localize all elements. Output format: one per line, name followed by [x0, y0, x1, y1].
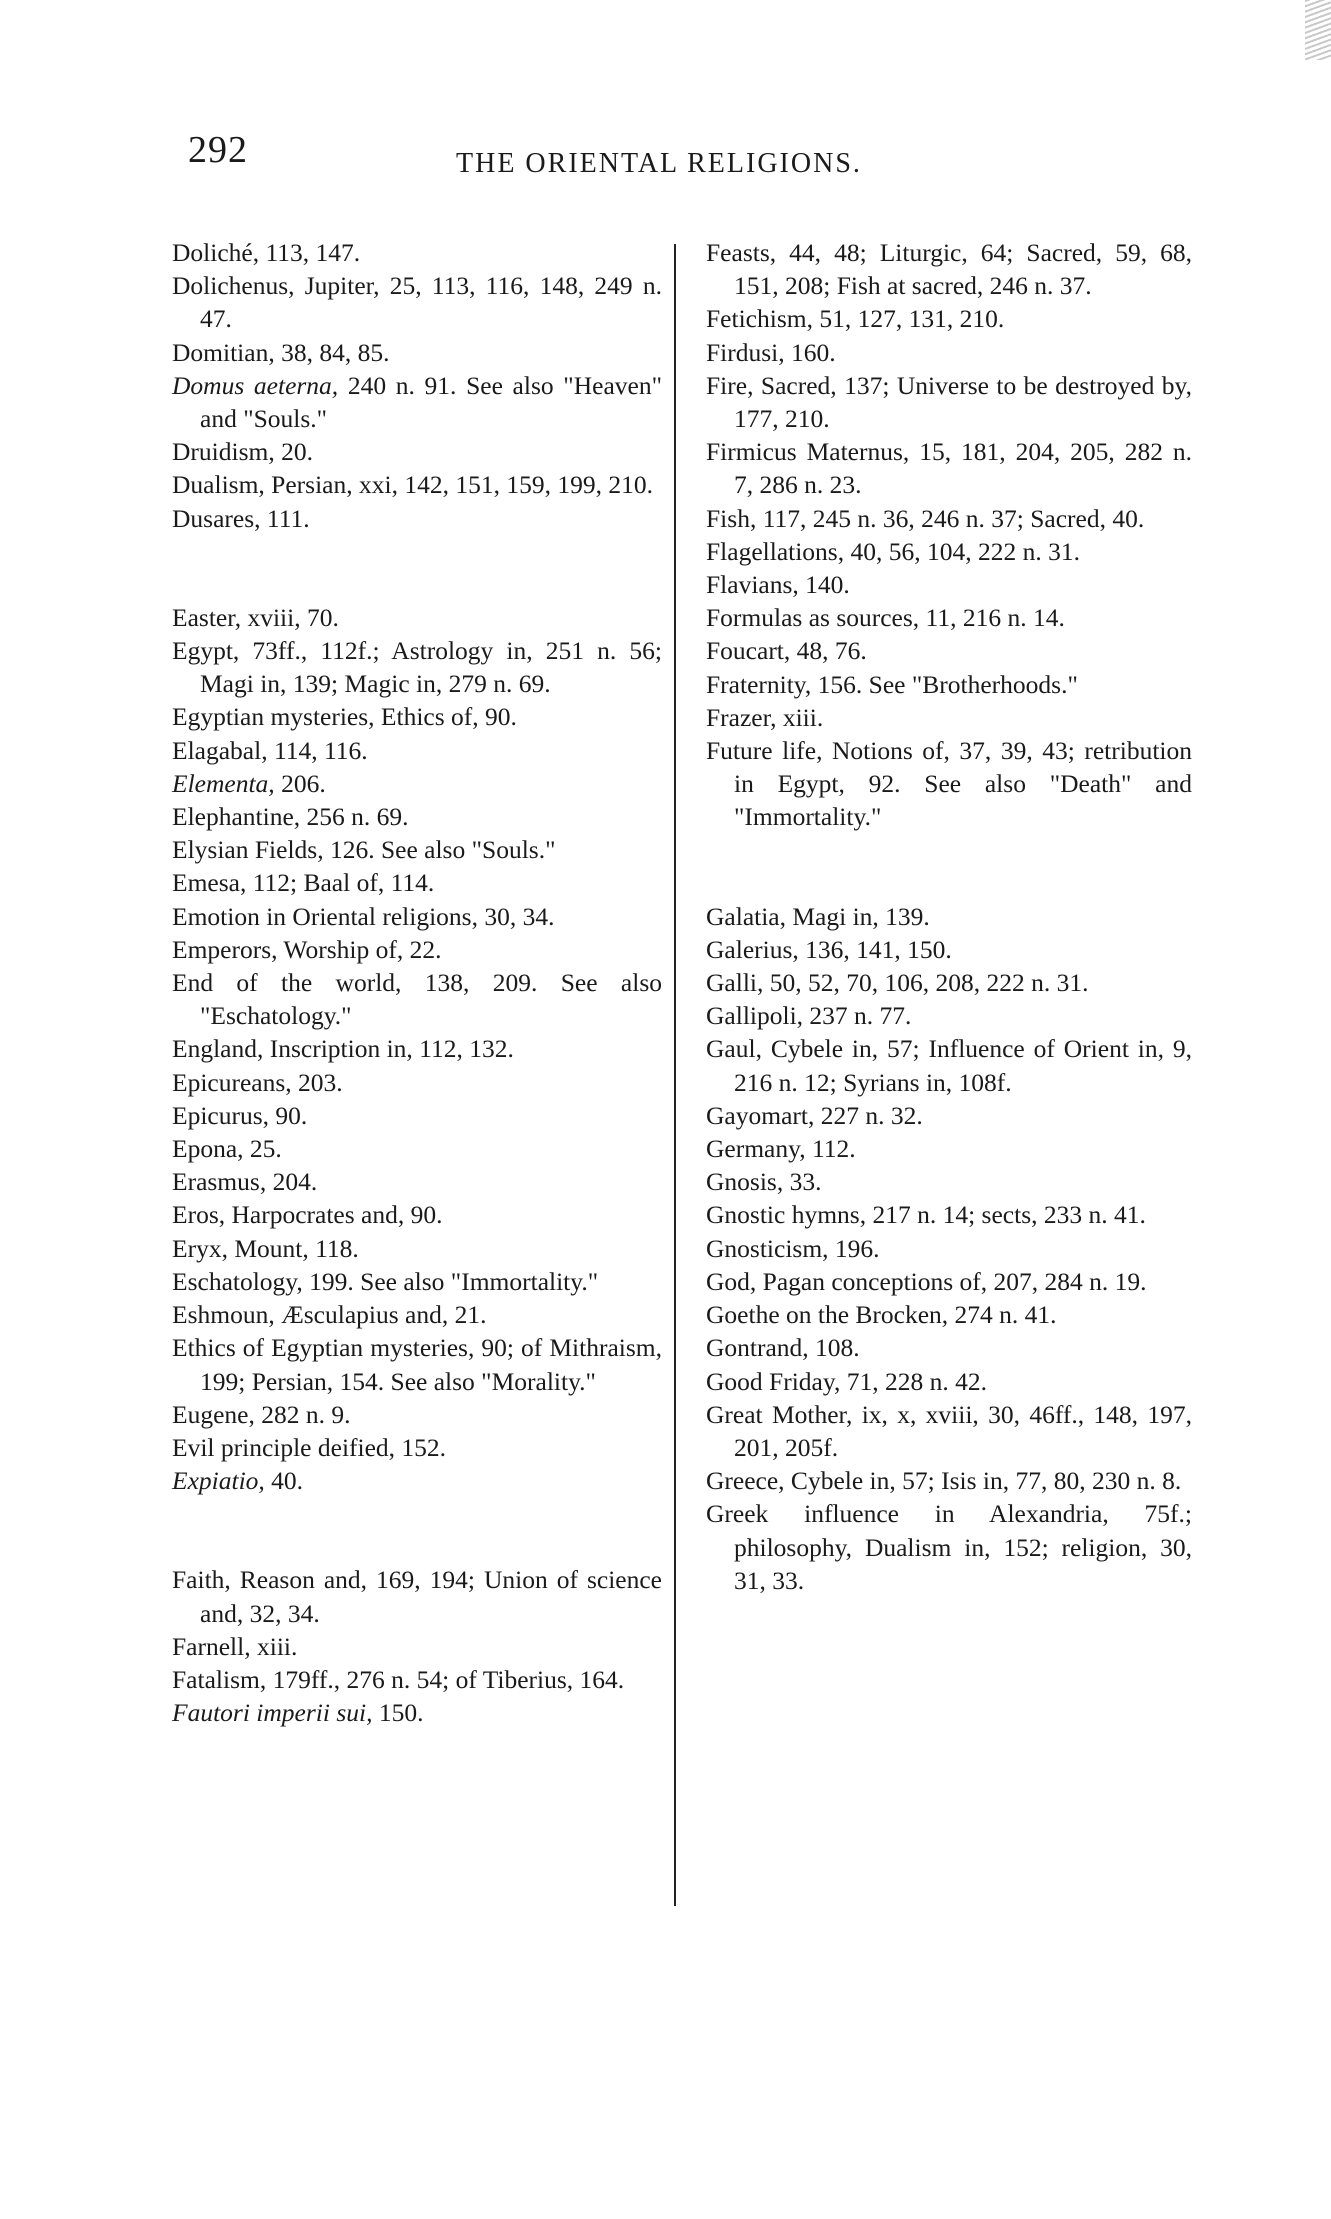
- index-entry-text: Flavians, 140.: [706, 570, 850, 600]
- section-gap: [706, 834, 1192, 900]
- index-entry-text: Ethics of Egyptian mysteries, 90; of Mithraism, 199; Persian, 154. See also "Morality.": [172, 1333, 662, 1396]
- index-entry-text: Fish, 117, 245 n. 36, 246 n. 37; Sacred, 40.: [706, 503, 1145, 533]
- index-entry-text: Foucart, 48, 76.: [706, 636, 867, 666]
- index-entry-text: Gnostic hymns, 217 n. 14; sects, 233 n. 41.: [706, 1200, 1146, 1230]
- index-entry-text: Doliché, 113, 147.: [172, 238, 361, 267]
- index-entry: [706, 1365, 1192, 1398]
- index-entry-text: Emperors, Worship of, 22.: [172, 934, 442, 964]
- index-entry: [706, 1132, 1192, 1165]
- index-entry: [706, 734, 1192, 834]
- index-entry: [172, 236, 662, 269]
- index-entry-text: Formulas as sources, 11, 216 n. 14.: [706, 603, 1065, 633]
- page-edge-shadow: [1305, 0, 1331, 60]
- index-entry: [172, 800, 662, 833]
- index-entry-text: Eros, Harpocrates and, 90.: [172, 1200, 443, 1230]
- index-entry: [172, 1663, 662, 1696]
- index-entry-text: Firmicus Maternus, 15, 181, 204, 205, 282 n. 7, 286 n. 23.: [706, 437, 1192, 500]
- index-column-left: [172, 236, 662, 1729]
- index-entry: [706, 302, 1192, 335]
- index-entry-text: Galli, 50, 52, 70, 106, 208, 222 n. 31.: [706, 968, 1089, 998]
- index-entry-text: Germany, 112.: [706, 1134, 856, 1164]
- index-entry-text: Egypt, 73ff., 112f.; Astrology in, 251 n. 56; Magi in, 139; Magic in, 279 n. 69.: [172, 636, 662, 699]
- index-entry: [706, 236, 1192, 302]
- index-entry: [706, 369, 1192, 435]
- section-gap: [172, 535, 662, 601]
- index-entry-text: Fatalism, 179ff., 276 n. 54; of Tiberius, 164.: [172, 1664, 625, 1694]
- index-entry: [172, 1331, 662, 1397]
- index-entry: [706, 1032, 1192, 1098]
- index-entry: [706, 900, 1192, 933]
- index-entry-text: Greek influence in Alexandria, 75f.; philosophy, Dualism in, 152; religion, 30, 31, 33.: [706, 1499, 1192, 1595]
- index-entry-text: Epona, 25.: [172, 1134, 282, 1164]
- index-entry-text: Gaul, Cybele in, 57; Influence of Orient in, 9, 216 n. 12; Syrians in, 108f.: [706, 1034, 1192, 1097]
- index-entry-text: Druidism, 20.: [172, 437, 313, 467]
- index-entry: [172, 1431, 662, 1464]
- index-entry: [172, 1563, 662, 1629]
- index-entry-text: Faith, Reason and, 169, 194; Union of science and, 32, 34.: [172, 1565, 662, 1628]
- index-entry-text: Gnosis, 33.: [706, 1167, 822, 1197]
- index-entry-text: Eshmoun, Æsculapius and, 21.: [172, 1300, 487, 1330]
- index-entry: [172, 1298, 662, 1331]
- column-divider: [674, 244, 676, 1906]
- index-entry-text: Firdusi, 160.: [706, 337, 836, 367]
- index-entry: [706, 1331, 1192, 1364]
- index-entry-text: Emotion in Oriental religions, 30, 34.: [172, 901, 555, 931]
- index-entry-text: Gallipoli, 237 n. 77.: [706, 1001, 912, 1031]
- index-entry-text: Eugene, 282 n. 9.: [172, 1399, 351, 1429]
- index-entry-text: End of the world, 138, 209. See also "Eschatology.": [172, 968, 662, 1031]
- index-entry-text: Goethe on the Brocken, 274 n. 41.: [706, 1300, 1057, 1330]
- index-entry-text: Epicurus, 90.: [172, 1100, 308, 1130]
- index-entry-text: Epicureans, 203.: [172, 1067, 343, 1097]
- index-entry: [706, 668, 1192, 701]
- index-entry: [706, 999, 1192, 1032]
- index-entry-text: Eryx, Mount, 118.: [172, 1233, 359, 1263]
- index-entry: [706, 568, 1192, 601]
- index-entry-text: Egyptian mysteries, Ethics of, 90.: [172, 702, 517, 732]
- index-entry-text: Gayomart, 227 n. 32.: [706, 1100, 923, 1130]
- index-entry-text: Great Mother, ix, x, xviii, 30, 46ff., 148, 197, 201, 205f.: [706, 1399, 1192, 1462]
- index-entry-italic-term: Domus aeterna,: [172, 370, 339, 400]
- index-entry-text: Domitian, 38, 84, 85.: [172, 337, 390, 367]
- index-entry: [706, 1198, 1192, 1231]
- index-entry-text: 150.: [372, 1698, 424, 1728]
- index-entry: [172, 269, 662, 335]
- index-entry: [172, 900, 662, 933]
- index-entry-text: 206.: [274, 768, 326, 798]
- index-entry: [706, 966, 1192, 999]
- page-number: 292: [188, 129, 248, 171]
- index-entry: [172, 734, 662, 767]
- index-entry-text: Farnell, xiii.: [172, 1631, 298, 1661]
- index-entry-text: Eschatology, 199. See also "Immortality.": [172, 1266, 599, 1296]
- index-entry: [706, 1398, 1192, 1464]
- index-entry: [172, 1066, 662, 1099]
- index-column-right: [706, 236, 1192, 1597]
- index-entry: [706, 1099, 1192, 1132]
- index-entry-text: Emesa, 112; Baal of, 114.: [172, 868, 435, 898]
- index-entry-text: Dusares, 111.: [172, 503, 310, 533]
- running-title: THE ORIENTAL RELIGIONS.: [456, 148, 862, 179]
- index-entry-text: Dualism, Persian, xxi, 142, 151, 159, 199, 210.: [172, 470, 653, 500]
- index-entry: [706, 701, 1192, 734]
- index-entry: [172, 1165, 662, 1198]
- index-entry: [706, 1165, 1192, 1198]
- index-entry: [172, 700, 662, 733]
- index-entry-text: Elagabal, 114, 116.: [172, 735, 368, 765]
- index-entry: [706, 435, 1192, 501]
- index-entry-italic-term: Expiatio,: [172, 1466, 265, 1496]
- index-entry: [172, 1032, 662, 1065]
- index-entry-text: England, Inscription in, 112, 132.: [172, 1034, 514, 1064]
- index-entry: [172, 468, 662, 501]
- index-entry: [172, 369, 662, 435]
- index-entry: [172, 966, 662, 1032]
- index-entry: [172, 1265, 662, 1298]
- index-entry: [172, 866, 662, 899]
- index-entry-text: Fire, Sacred, 137; Universe to be destroyed by, 177, 210.: [706, 370, 1192, 434]
- index-entry-text: God, Pagan conceptions of, 207, 284 n. 19.: [706, 1266, 1147, 1296]
- index-entry: [706, 634, 1192, 667]
- index-entry: [172, 833, 662, 866]
- index-entry-text: Elysian Fields, 126. See also "Souls.": [172, 835, 556, 865]
- index-entry: [706, 1464, 1192, 1497]
- index-entry-italic-term: Elementa,: [172, 768, 275, 798]
- index-entry-text: Galatia, Magi in, 139.: [706, 901, 930, 931]
- index-entry: [706, 1232, 1192, 1265]
- index-entry-text: Gontrand, 108.: [706, 1333, 860, 1363]
- section-gap: [172, 1497, 662, 1563]
- index-entry-text: Gnosticism, 196.: [706, 1233, 880, 1263]
- index-entry: [172, 435, 662, 468]
- index-entry-text: Greece, Cybele in, 57; Isis in, 77, 80, 230 n. 8.: [706, 1466, 1182, 1496]
- index-entry-text: 240 n. 91. See also "Heaven" and "Souls.": [200, 370, 662, 434]
- index-entry-text: Erasmus, 204.: [172, 1167, 318, 1197]
- index-entry-italic-term: Fautori imperii sui,: [172, 1698, 373, 1728]
- index-entry-text: Easter, xviii, 70.: [172, 602, 339, 632]
- index-entry: [172, 1630, 662, 1663]
- index-entry: [172, 634, 662, 700]
- index-entry: [172, 1696, 662, 1729]
- index-entry: [706, 601, 1192, 634]
- index-entry: [172, 1398, 662, 1431]
- index-entry: [172, 1099, 662, 1132]
- index-entry: [172, 933, 662, 966]
- index-entry: [706, 933, 1192, 966]
- index-entry: [172, 1198, 662, 1231]
- index-entry: [706, 336, 1192, 369]
- index-entry-text: Fetichism, 51, 127, 131, 210.: [706, 304, 1005, 334]
- index-entry-text: Frazer, xiii.: [706, 702, 824, 732]
- index-entry: [172, 767, 662, 800]
- index-entry: [172, 1232, 662, 1265]
- index-entry-text: 40.: [264, 1466, 304, 1496]
- index-entry-text: Elephantine, 256 n. 69.: [172, 802, 409, 832]
- index-entry-text: Galerius, 136, 141, 150.: [706, 934, 952, 964]
- index-entry-text: Dolichenus, Jupiter, 25, 113, 116, 148, 249 n. 47.: [172, 271, 662, 334]
- index-entry: [706, 535, 1192, 568]
- index-entry: [706, 1265, 1192, 1298]
- index-entry: [172, 1132, 662, 1165]
- index-entry-text: Future life, Notions of, 37, 39, 43; retribution in Egypt, 92. See also "Death" and "Immortality.": [706, 736, 1192, 832]
- index-entry: [172, 502, 662, 535]
- index-entry-text: Feasts, 44, 48; Liturgic, 64; Sacred, 59, 68, 151, 208; Fish at sacred, 246 n. 37.: [706, 238, 1192, 301]
- index-entry: [706, 502, 1192, 535]
- index-entry-text: Good Friday, 71, 228 n. 42.: [706, 1366, 987, 1396]
- index-entry-text: Evil principle deified, 152.: [172, 1432, 447, 1462]
- index-entry: [706, 1497, 1192, 1597]
- index-entry: [706, 1298, 1192, 1331]
- index-entry-text: Flagellations, 40, 56, 104, 222 n. 31.: [706, 536, 1080, 566]
- index-entry-text: Fraternity, 156. See "Brotherhoods.": [706, 669, 1078, 699]
- index-entry: [172, 1464, 662, 1497]
- index-entry: [172, 601, 662, 634]
- index-entry: [172, 336, 662, 369]
